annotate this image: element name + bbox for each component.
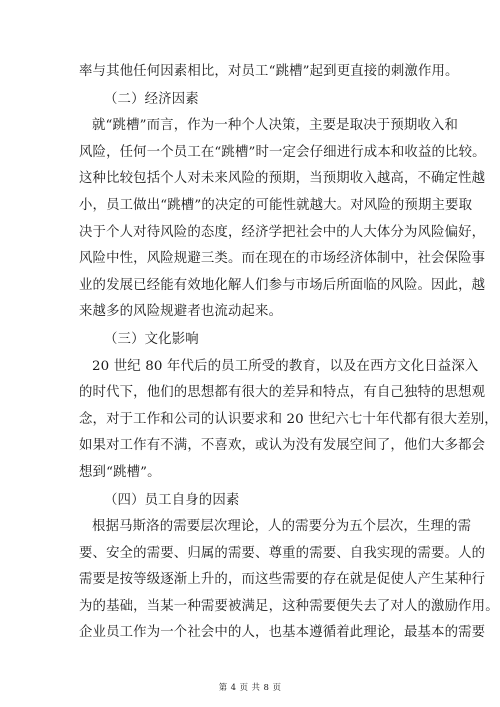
text-line: 这种比较包括个人对未来风险的预期，当预期收入越高，不确定性越 [79,171,486,187]
text-line: 风险，任何一个员工在“跳槽”时一定会仔细进行成本和收益的比较。 [79,144,486,160]
text-line: 念，对于工作和公司的认识要求和 20 世纪六七十年代都有很大差别， [79,411,498,427]
text-line: 就“跳槽”而言，作为一种个人决策，主要是取决于预期收入和 [92,118,459,134]
text-line: 20 世纪 80 年代后的员工所受的教育，以及在西方文化日益深入 [92,358,479,374]
text-line: 风险中性，风险规避三类。而在现在的市场经济体制中，社会保险事 [79,251,486,267]
text-line: 决于个人对待风险的态度，经济学把社会中的人大体分为风险偏好， [79,224,486,240]
text-line: 为的基础，当某一种需要被满足，这种需要便失去了对人的激励作用。 [79,598,499,614]
text-line: 需要是按等级逐渐上升的，而这些需要的存在就是促使人产生某种行 [79,572,486,588]
section-heading-culture: （三）文化影响 [104,331,199,347]
section-heading-personal: （四）员工自身的因素 [104,492,240,508]
text-line: 小，员工做出“跳槽”的决定的可能性就越大。对风险的预期主要取 [79,197,473,213]
text-line: 根据马斯洛的需要层次理论，人的需要分为五个层次，生理的需 [92,519,472,535]
text-line: 企业员工作为一个社会中的人，也基本遵循着此理论，最基本的需要 [79,625,486,641]
text-line: 如果对工作有不满，不喜欢，或认为没有发展空间了，他们大多都会 [79,438,486,454]
text-line: 要、安全的需要、归属的需要、尊重的需要、自我实现的需要。人的 [79,545,486,561]
text-line: 业的发展已经能有效地化解人们参与市场后所面临的风险。因此，越 [79,277,486,293]
text-line: 来越多的风险规避者也流动起来。 [79,304,283,320]
body-text [79,59,499,647]
section-heading-economic: （二）经济因素 [104,91,199,107]
page-number-footer: 第 4 页 共 8 页 [218,683,282,693]
text-line: 想到“跳槽”。 [79,464,161,480]
text-line: 率与其他任何因素相比，对员工“跳槽”起到更直接的刺激作用。 [79,64,459,79]
text-line: 的时代下，他们的思想都有很大的差异和特点，有自己独特的思想观 [79,385,486,401]
